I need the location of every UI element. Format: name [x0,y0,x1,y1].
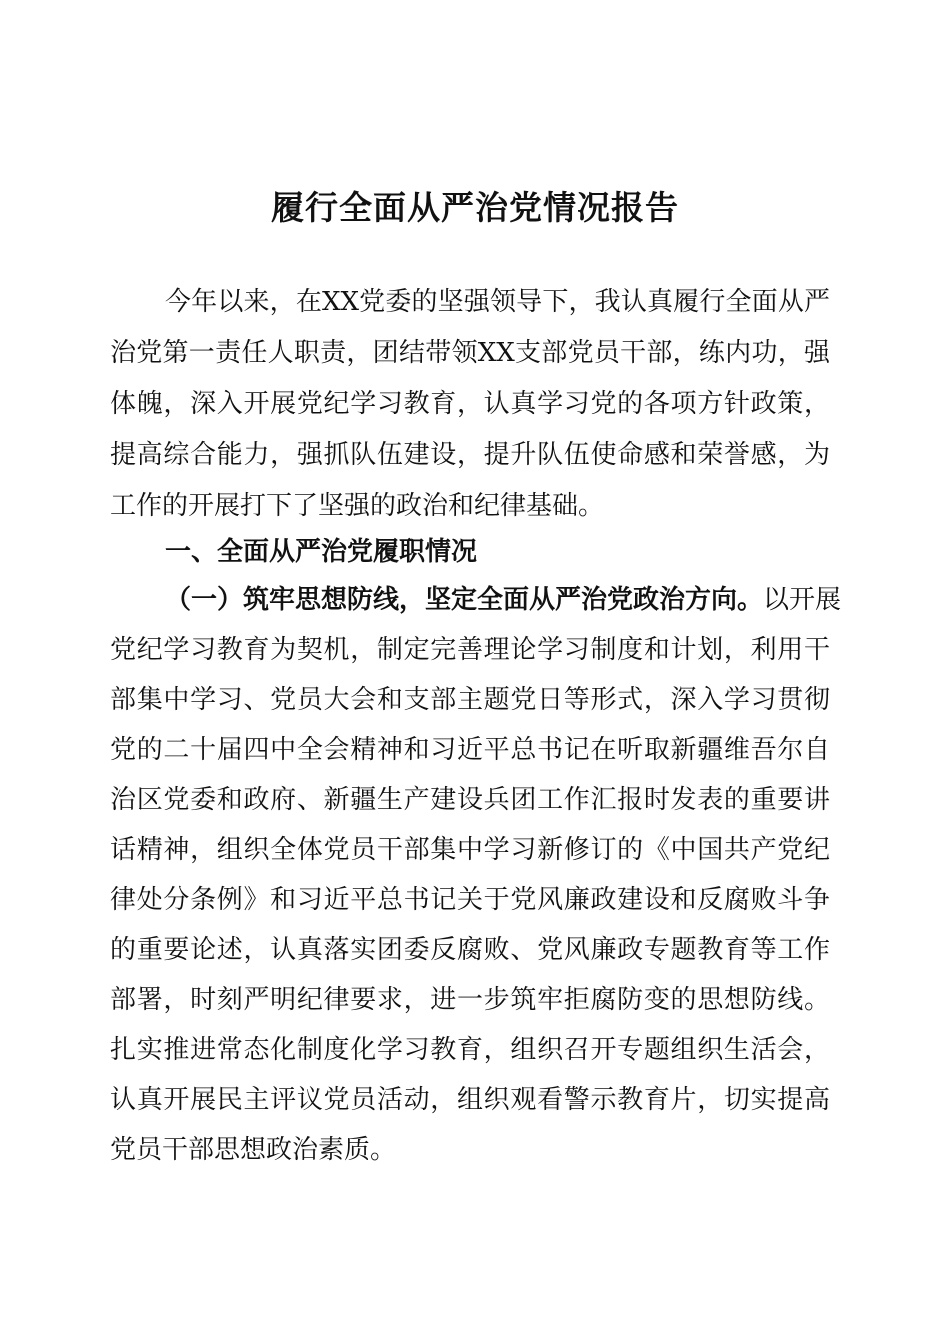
text-line: 体魄，深入开展党纪学习教育，认真学习党的各项方针政策， [110,389,830,419]
text-line: 的重要论述，认真落实团委反腐败、党风廉政专题教育等工作 [110,935,830,965]
paragraph-intro [110,277,830,532]
text-line: 话精神，组织全体党员干部集中学习新修订的《中国共产党纪 [110,835,830,865]
text-line [110,575,842,625]
text-line: 扎实推进常态化制度化学习教育，组织召开专题组织生活会， [110,1035,830,1065]
text-line: 治党第一责任人职责，团结带领XX支部党员干部，练内功，强 [110,338,830,368]
heading-text: 一、全面从严治党履职情况 [165,537,478,567]
text-line: 党员干部思想政治素质。 [110,1135,397,1165]
lead-rest: 以开展 [763,585,842,615]
paragraph-section-1 [110,575,842,1175]
text-line: 认真开展民主评议党员活动，组织观看警示教育片，切实提高 [110,1085,830,1115]
bold-lead: （一）筑牢思想防线，坚定全面从严治党政治方向。 [165,585,764,615]
text-line: 工作的开展打下了坚强的政治和纪律基础。 [110,491,605,521]
document-title: 履行全面从严治党情况报告 [271,188,679,227]
text-line: 部集中学习、党员大会和支部主题党日等形式，深入学习贯彻 [110,685,830,715]
text-line: 提高综合能力，强抓队伍建设，提升队伍使命感和荣誉感，为 [110,440,830,470]
text-line: 治区党委和政府、新疆生产建设兵团工作汇报时发表的重要讲 [110,785,830,815]
section-heading [110,527,830,578]
text-line: 律处分条例》和习近平总书记关于党风廉政建设和反腐败斗争 [110,885,830,915]
text-line: 部署，时刻严明纪律要求，进一步筑牢拒腐防变的思想防线。 [110,985,830,1015]
text-line: 党的二十届四中全会精神和习近平总书记在听取新疆维吾尔自 [110,735,830,765]
text-line: 今年以来，在XX党委的坚强领导下，我认真履行全面从严 [165,287,830,317]
text-line: 党纪学习教育为契机，制定完善理论学习制度和计划，利用干 [110,635,830,665]
